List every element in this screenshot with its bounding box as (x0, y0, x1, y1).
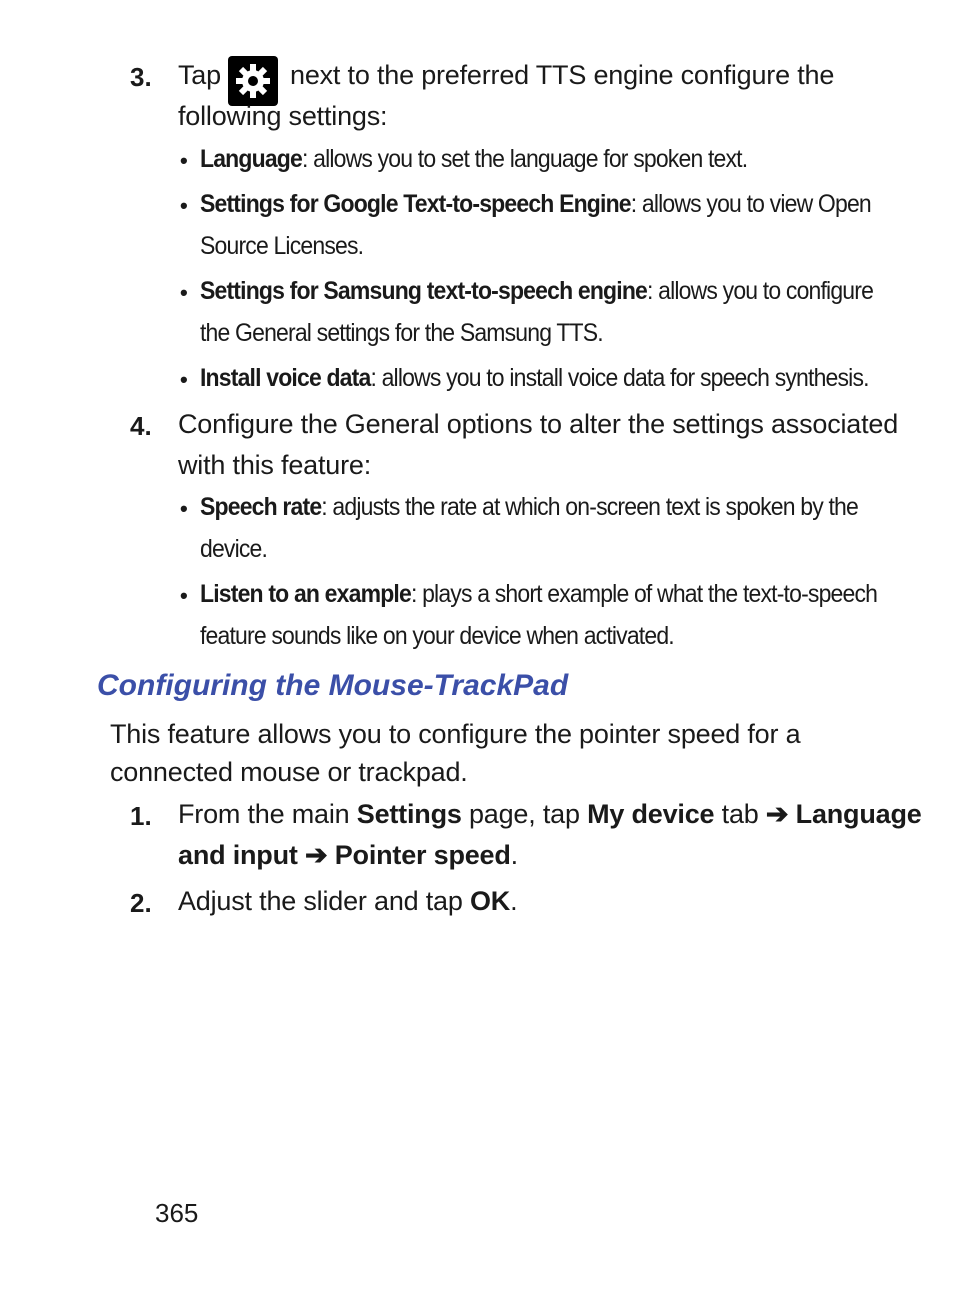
bullet-description: : plays a short example of what the text-to-speech (410, 580, 878, 608)
ok-label: OK (470, 886, 511, 916)
bullet-dot: • (180, 148, 188, 173)
bullet-term: Language (200, 145, 303, 173)
step-4-number: 4. (130, 411, 152, 441)
bullet-description-continued: device. (200, 535, 268, 563)
step-text: . (510, 886, 518, 916)
step-3-text-after-icon: next to the preferred TTS engine configure the (290, 60, 835, 90)
intro-line-1: This feature allows you to configure the pointer speed for a (110, 719, 801, 749)
bullet-language (200, 145, 747, 174)
bullet-term: Settings for Samsung text-to-speech engine (200, 277, 648, 305)
step-4-text-line1: Configure the General options to alter the settings associated (178, 409, 899, 439)
bullet-description: : allows you to view Open (630, 190, 871, 218)
gear-icon (233, 61, 273, 101)
settings-label: Settings (356, 799, 462, 829)
bullet-description: : allows you to set the language for spoken text. (302, 145, 748, 173)
bullet-description-continued: feature sounds like on your device when activated. (200, 622, 674, 650)
section-step-1-number: 1. (130, 801, 152, 831)
step-3-text-before-icon: Tap (178, 60, 221, 90)
step-text: From the main (178, 799, 357, 829)
bullet-term: Speech rate (200, 493, 322, 521)
bullet-speech-rate (200, 493, 858, 522)
section-heading: Configuring the Mouse-TrackPad (97, 669, 569, 702)
arrow-icon: ➔ (765, 799, 789, 829)
section-step-1-line2 (178, 840, 518, 871)
bullet-description: : allows you to install voice data for speech synthesis. (370, 364, 869, 392)
bullet-description: : adjusts the rate at which on-screen text is spoken by the (321, 493, 858, 521)
section-step-2-line1 (178, 886, 517, 917)
bullet-dot: • (180, 367, 188, 392)
step-4-text-line2: with this feature: (178, 450, 371, 480)
my-device-label: My device (587, 799, 715, 829)
section-step-1-line1 (178, 799, 922, 830)
step-text: . (510, 840, 518, 870)
bullet-google-tts (200, 190, 871, 219)
arrow-icon: ➔ (297, 840, 335, 870)
step-text: Adjust the slider and tap (178, 886, 470, 916)
step-text: page, tap (461, 799, 588, 829)
language-label: Language (788, 799, 922, 829)
step-3-text-line2: following settings: (178, 101, 388, 131)
bullet-dot: • (180, 280, 188, 305)
page-number: 365 (155, 1198, 199, 1228)
bullet-install-voice-data (200, 364, 869, 393)
step-3-number: 3. (130, 62, 152, 92)
bullet-dot: • (180, 496, 188, 521)
bullet-description-continued: the General settings for the Samsung TTS. (200, 319, 603, 347)
bullet-term: Install voice data (200, 364, 371, 392)
section-step-2-number: 2. (130, 888, 152, 918)
bullet-description-continued: Source Licenses. (200, 232, 364, 260)
bullet-term: Listen to an example (200, 580, 411, 608)
bullet-dot: • (180, 193, 188, 218)
step-text: tab (714, 799, 766, 829)
bullet-term: Settings for Google Text-to-speech Engine (200, 190, 631, 218)
intro-line-2: connected mouse or trackpad. (110, 757, 468, 787)
bullet-description: : allows you to configure (647, 277, 874, 305)
bullet-samsung-tts (200, 277, 873, 306)
pointer-speed-label: Pointer speed (334, 840, 511, 870)
bullet-listen-example (200, 580, 877, 609)
settings-gear-button (228, 56, 278, 106)
and-input-label: and input (178, 840, 298, 870)
bullet-dot: • (180, 583, 188, 608)
